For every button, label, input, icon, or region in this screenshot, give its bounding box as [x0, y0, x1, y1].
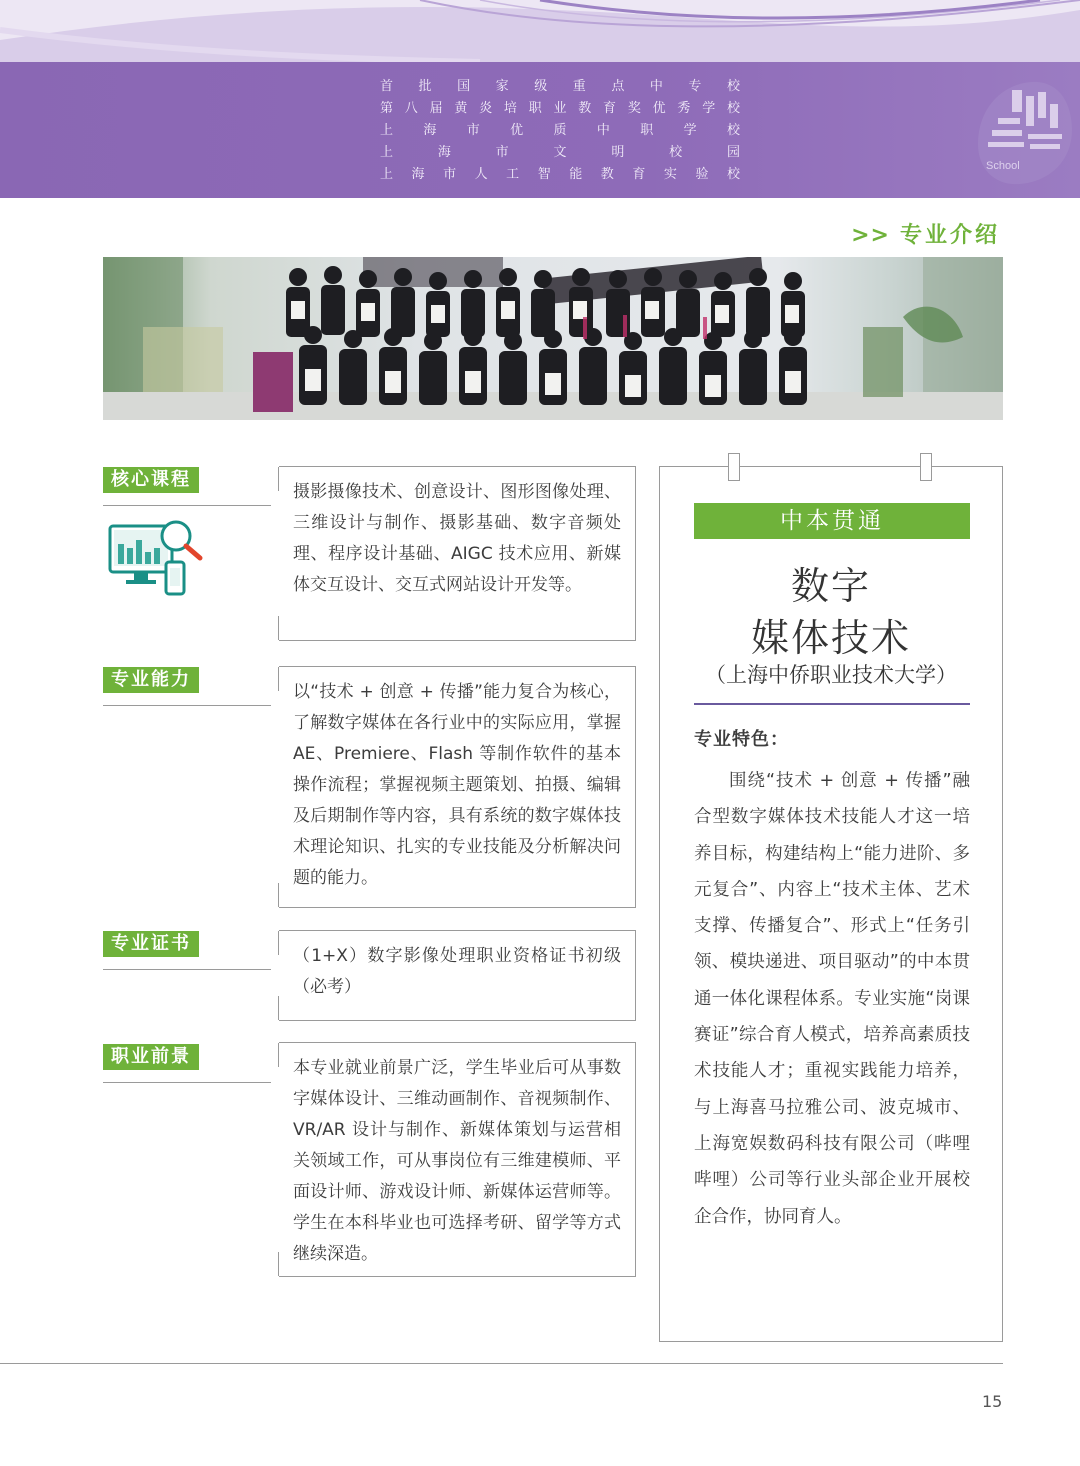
major-title-line1: 数字 — [790, 564, 871, 608]
honor-line: 上海市优质中职学校 — [380, 123, 740, 138]
feature-text: 围绕“技术 + 创意 + 传播”融合型数字媒体技术技能人才这一培养目标，构建结构上“能力进阶、多元复合”、内容上“技术主体、艺术支撑、传播复合”、形式上“任务引领、模块递进、项目驱动”的中本贯通一体化课程体系。专业实施“岗课赛证”综合育人模式，培养高素质技术技能人才；重视实践能力培养，与上海喜马拉雅公司、波克城市、上海宽娱数码科技有限公司（哔哩哔哩）公司等行业头部企业开展校企合作，协同育人。 — [694, 771, 970, 1227]
section-tag-core-courses: 核心课程 — [103, 467, 199, 493]
group-photo-image — [103, 257, 1003, 420]
university-name: （上海中侨职业技术大学） — [705, 663, 957, 687]
major-card — [659, 466, 1003, 1342]
career-prospects-box — [279, 1042, 636, 1277]
logo-text: School — [986, 160, 1020, 172]
page-number: 15 — [982, 1392, 1003, 1411]
certificate-box — [279, 930, 636, 1021]
career-prospects-text: 本专业就业前景广泛，学生毕业后可从事数字媒体设计、三维动画制作、音视频制作、VR/AR 设计与制作、新媒体策划与运营相关领域工作，可从事岗位有三维建模师、平面设计师、游戏设计师、新媒体运营师等。学生在本科毕业也可选择考研、留学等方式继续深造。 — [293, 1058, 621, 1264]
honor-line: 上海市文明校园 — [380, 145, 740, 160]
core-courses-text: 摄影摄像技术、创意设计、图形图像处理、三维设计与制作、摄影基础、数字音频处理、程序设计基础、AIGC 技术应用、新媒体交互设计、交互式网站设计开发等。 — [293, 482, 621, 595]
major-title-line2: 媒体技术 — [750, 616, 911, 660]
footer-divider — [0, 1363, 1003, 1364]
card-clip-decoration — [920, 453, 932, 481]
certificate-text: （1+X）数字影像处理职业资格证书初级（必考） — [293, 946, 621, 997]
divider — [103, 505, 271, 506]
computer-magnifier-icon — [108, 518, 204, 600]
divider — [103, 705, 271, 706]
honor-line: 第八届黄炎培职业教育奖优秀学校 — [380, 101, 740, 116]
section-tag-career-prospects: 职业前景 — [103, 1044, 199, 1070]
section-tag-certificate: 专业证书 — [103, 931, 199, 957]
honor-line: 首批国家级重点中专校 — [380, 79, 740, 94]
double-arrow-icon: >> — [851, 223, 890, 248]
section-heading — [851, 218, 1000, 249]
core-courses-box — [279, 466, 636, 641]
feature-label: 专业特色： — [694, 729, 789, 750]
divider — [694, 703, 970, 705]
divider — [103, 969, 271, 970]
honor-line: 上海市人工智能教育实验校 — [380, 167, 740, 182]
honor-list — [380, 76, 740, 186]
school-logo-icon — [968, 74, 1076, 192]
section-title: 专业介绍 — [899, 223, 1000, 248]
divider — [103, 1082, 271, 1083]
top-wave-decoration — [0, 0, 1080, 70]
professional-ability-text: 以“技术 + 创意 + 传播”能力复合为核心，了解数字媒体在各行业中的实际应用，掌握 AE、Premiere、Flash 等制作软件的基本操作流程；掌握视频主题策划、拍摄、编辑及后期制作等内容，具有系统的数字媒体技术理论知识、扎实的专业技能及分析解决问题的能力。 — [293, 682, 621, 888]
card-clip-decoration — [728, 453, 740, 481]
section-tag-professional-ability: 专业能力 — [103, 667, 199, 693]
program-badge: 中本贯通 — [694, 503, 970, 539]
professional-ability-box — [279, 666, 636, 908]
